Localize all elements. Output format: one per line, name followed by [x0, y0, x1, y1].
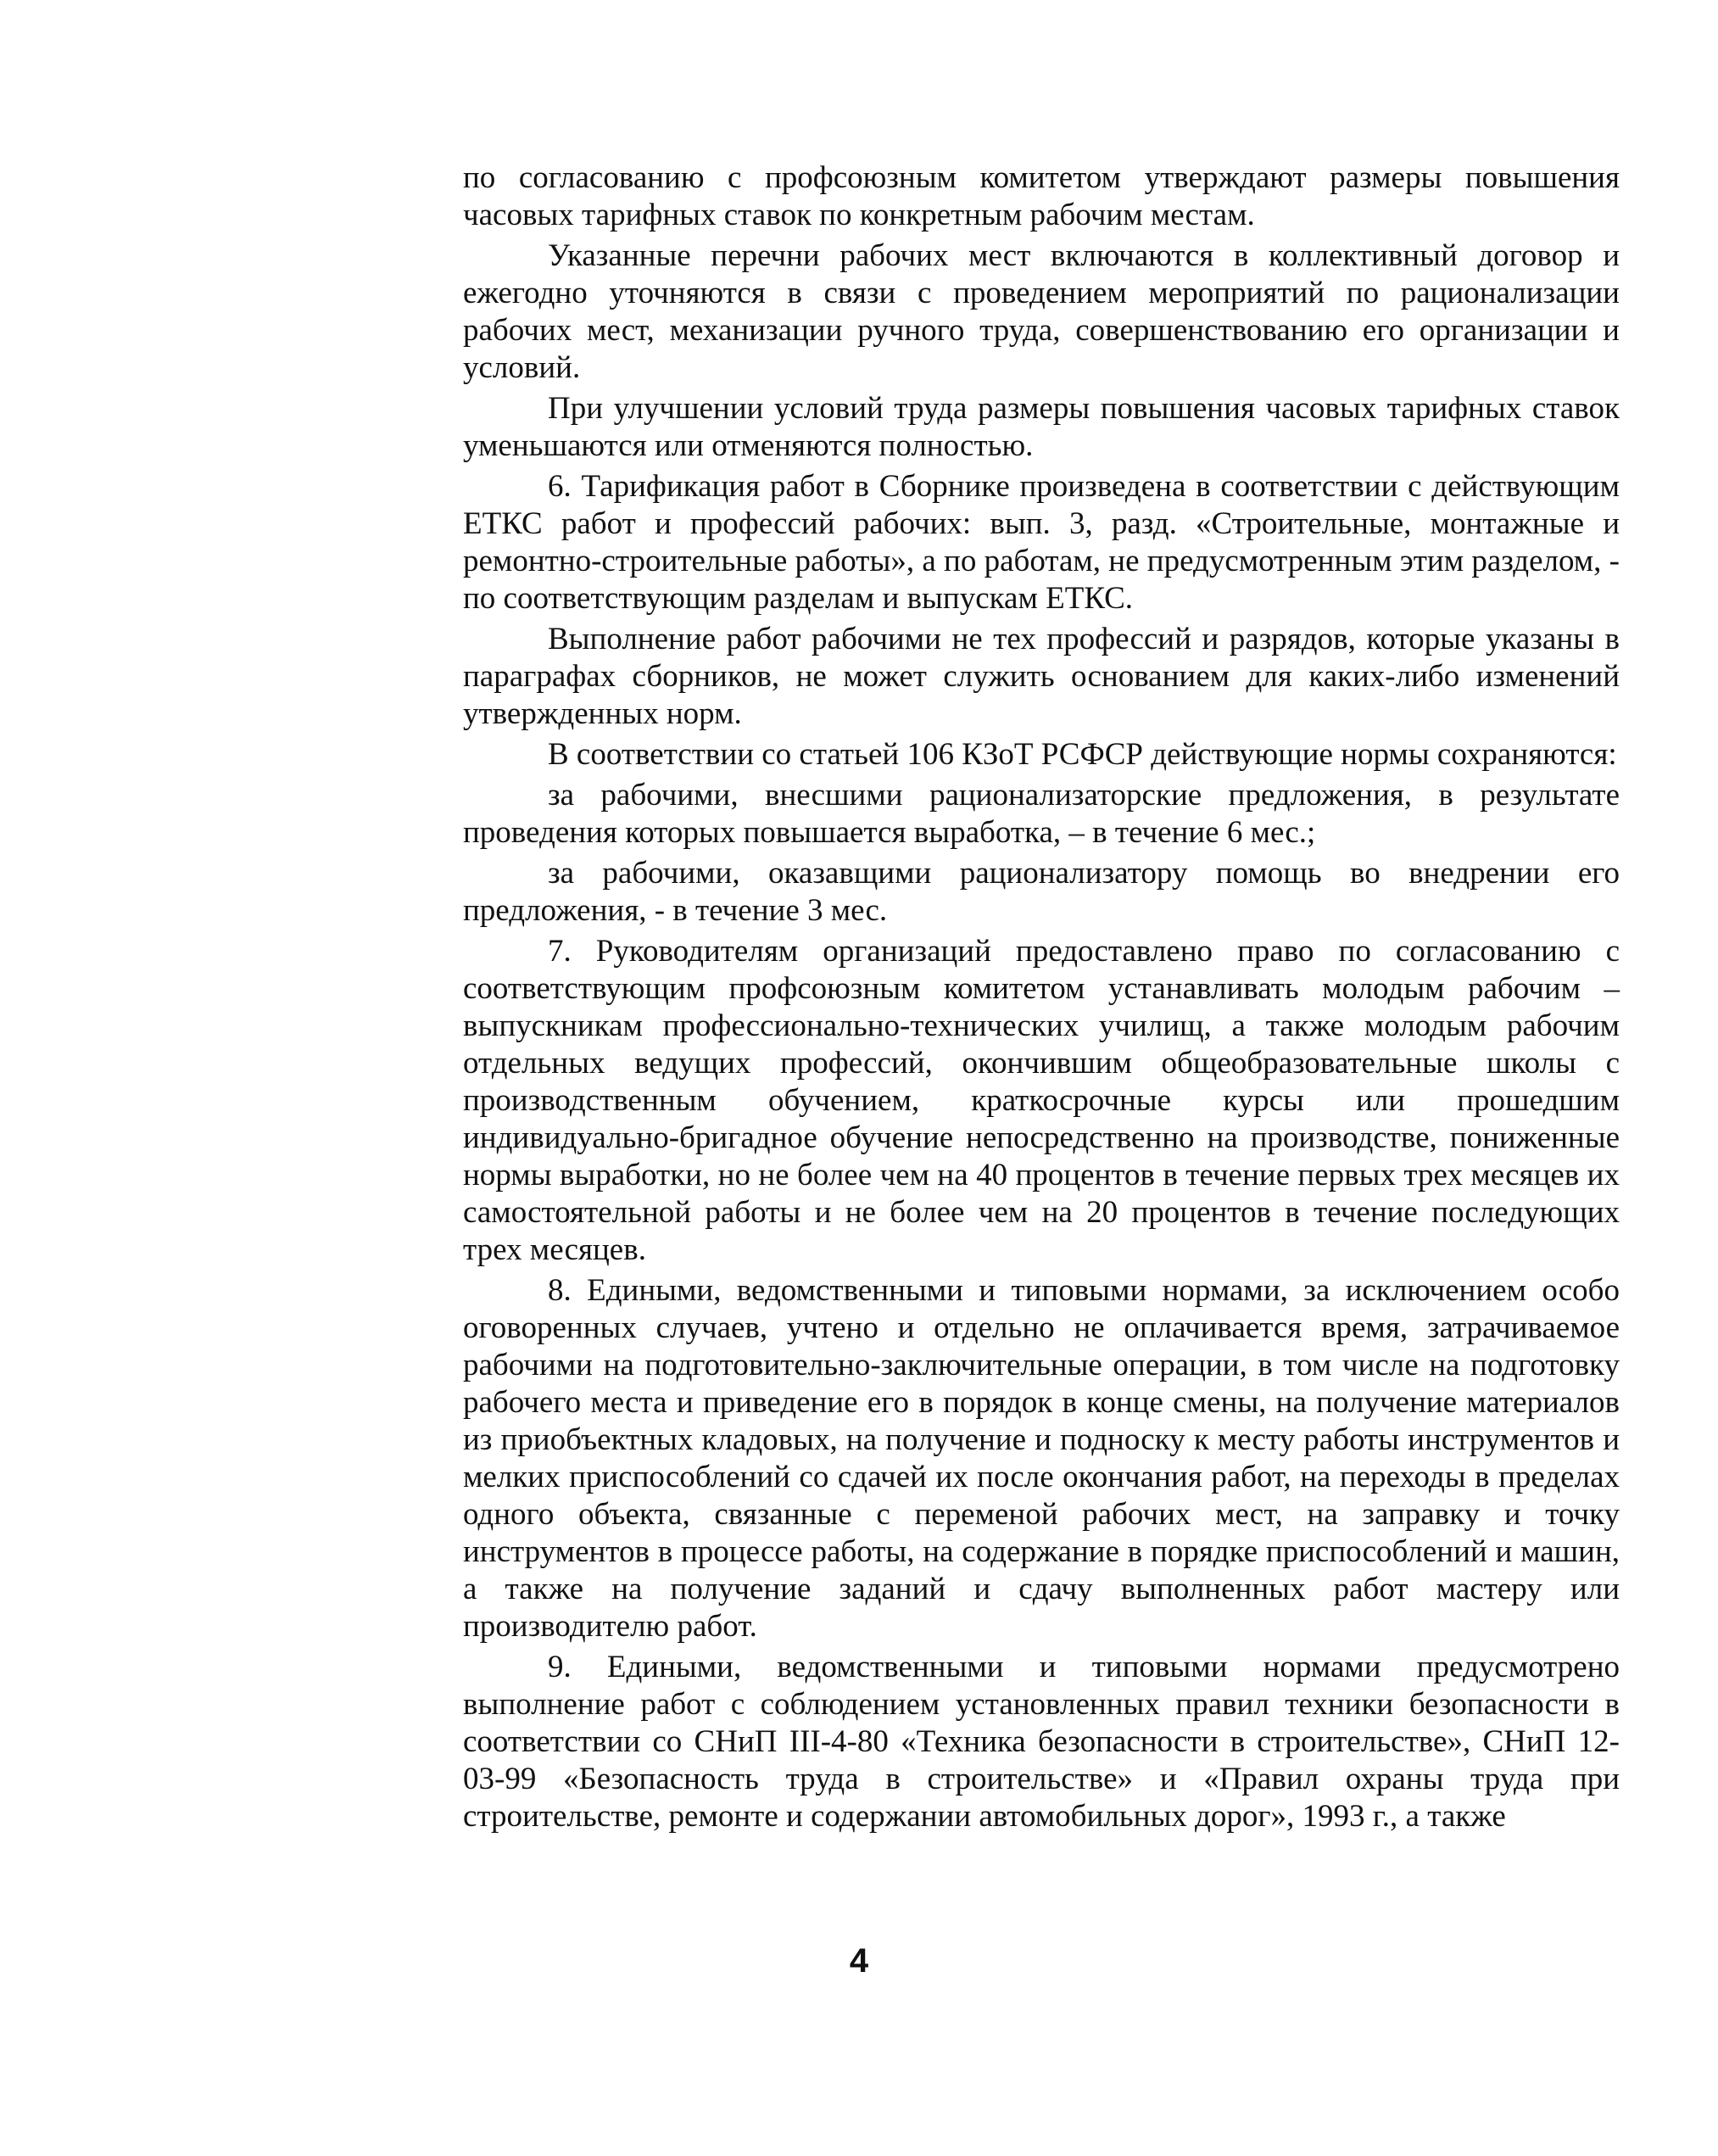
paragraph-helpers: за рабочими, оказавщими рационализатору помощь во внедрении его предложения, - в течение 3 мес. — [463, 856, 1620, 928]
page-number: 4 — [849, 1942, 869, 1980]
paragraph-item-7: 7. Руководителям организаций предоставлено право по согласованию с соответствующим профсоюзным комитетом устанавливать молодым рабочим – выпускникам профессионально-технических училищ, а также молодым рабочим отдельных ведущих профессий, окончившим общеобразовательные школы с производственным обучением, краткосрочные курсы или прошедшим индивидуально-бригадное обучение непосредственно на производстве, пониженные нормы выработки, но не более чем на 40 процентов в течение первых трех месяцев их самостоятельной работы и не более чем на 20 процентов в течение последующих трех месяцев. — [463, 934, 1620, 1267]
paragraph-article-106: В соответствии со статьей 106 КЗоТ РСФСР действующие нормы сохраняются: — [548, 737, 1617, 772]
paragraph-item-9: 9. Едиными, ведомственными и типовыми нормами предусмотрено выполнение работ с соблюдением установленных правил техники безопасности в соответствии со СНиП III-4-80 «Техника безопасности в строительстве», СНиП 12-03-99 «Безопасность труда в строительстве» и «Правил охраны труда при строительстве, ремонте и содержании автомобильных дорог», 1993 г., а также — [463, 1650, 1620, 1834]
paragraph-continuation: по согласованию с профсоюзным комитетом утверждают размеры повышения часовых тарифных ставок по конкретным рабочим местам. — [463, 160, 1620, 232]
document-body — [463, 159, 1620, 1839]
paragraph-other-professions: Выполнение работ рабочими не тех профессий и разрядов, которые указаны в параграфах сборников, не может служить основанием для каких-либо изменений утвержденных норм. — [463, 622, 1620, 731]
paragraph-innovators: за рабочими, внесшими рационализаторские предложения, в результате проведения которых повышается выработка, – в течение 6 мес.; — [463, 778, 1620, 850]
paragraph-collective-agreement: Указанные перечни рабочих мест включаются в коллективный договор и ежегодно уточняются в связи с проведением мероприятий по рационализации рабочих мест, механизации ручного труда, совершенствованию его организации и условий. — [463, 238, 1620, 385]
paragraph-improved-conditions: При улучшении условий труда размеры повышения часовых тарифных ставок уменьшаются или отменяются полностью. — [463, 391, 1620, 463]
paragraph-item-6: 6. Тарификация работ в Сборнике произведена в соответствии с действующим ЕТКС работ и профессий рабочих: вып. 3, разд. «Строительные, монтажные и ремонтно-строительные работы», а по работам, не предусмотренным этим разделом, - по соответствующим разделам и выпускам ЕТКС. — [463, 469, 1620, 616]
paragraph-item-8: 8. Едиными, ведомственными и типовыми нормами, за исключением особо оговоренных случаев, учтено и отдельно не оплачивается время, затрачиваемое рабочими на подготовительно-заключительные операции, в том числе на подготовку рабочего места и приведение его в порядок в конце смены, на получение материалов из приобъектных кладовых, на получение и подноску к месту работы инструментов и мелких приспособлений со сдачей их после окончания работ, на переходы в пределах одного объекта, связанные с переменой рабочих мест, на заправку и точку инструментов в процессе работы, на содержание в порядке приспособлений и машин, а также на получение заданий и сдачу выполненных работ мастеру или производителю работ. — [463, 1273, 1620, 1644]
